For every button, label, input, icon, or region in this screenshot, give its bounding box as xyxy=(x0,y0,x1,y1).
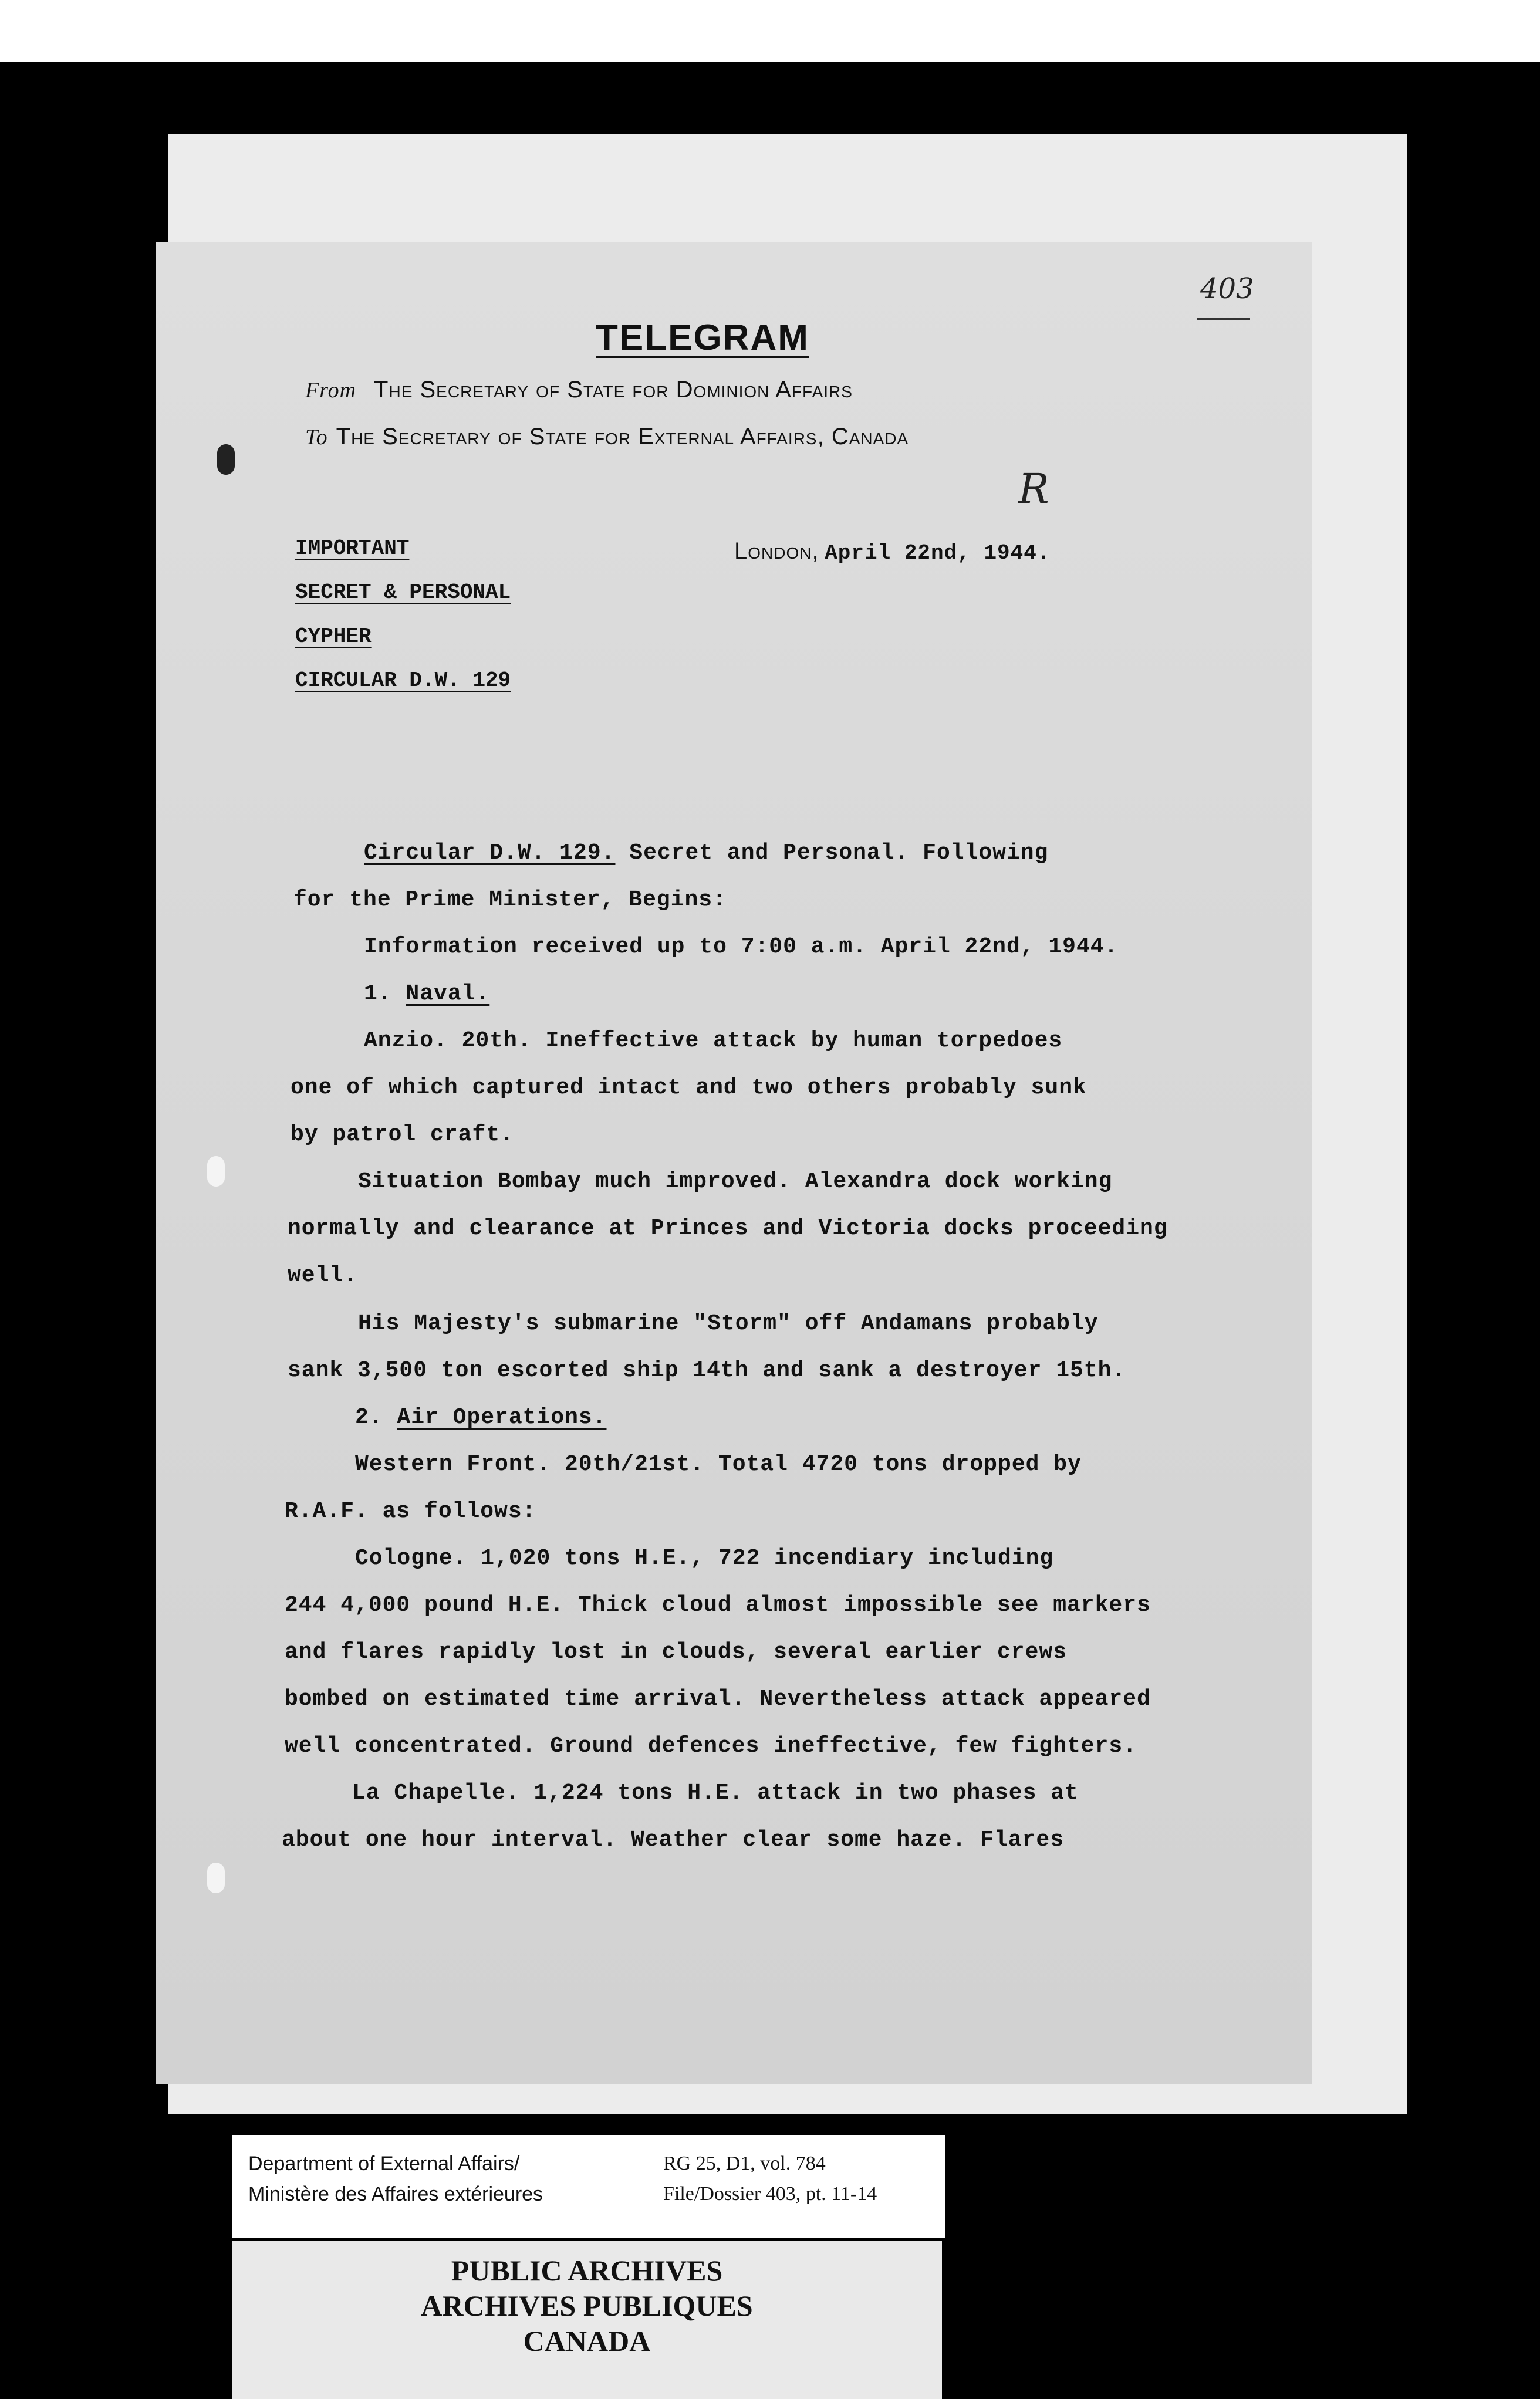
handwritten-file-number: 403 xyxy=(1200,272,1254,305)
section-heading-naval xyxy=(364,981,489,1006)
place-date xyxy=(734,538,1050,565)
body-line: His Majesty's submarine "Storm" off Andamans probably xyxy=(358,1311,1099,1336)
place: London, xyxy=(734,538,819,564)
department-french: Ministère des Affaires extérieures xyxy=(248,2183,543,2205)
section-number: 2. xyxy=(355,1405,397,1430)
scan-top-margin xyxy=(0,0,1540,62)
file-reference: File/Dossier 403, pt. 11-14 xyxy=(663,2183,877,2205)
archive-reference-label xyxy=(232,2135,945,2238)
stamp-line-3: CANADA xyxy=(523,2324,651,2357)
body-line: and flares rapidly lost in clouds, several earlier crews xyxy=(285,1640,1068,1665)
telegram-page xyxy=(156,242,1312,2084)
marking-circular: CIRCULAR D.W. 129 xyxy=(295,668,511,692)
to-text: The Secretary of State for External Affairs, Canada xyxy=(336,424,909,450)
body-line: normally and clearance at Princes and Victoria docks proceeding xyxy=(288,1216,1168,1241)
handwritten-initial: R xyxy=(1018,465,1049,513)
marking-secret: SECRET & PERSONAL xyxy=(295,580,511,604)
circular-ref: Circular D.W. 129. xyxy=(364,840,616,866)
marking-cypher: CYPHER xyxy=(295,624,372,648)
body-line: bombed on estimated time arrival. Nevertheless attack appeared xyxy=(285,1687,1151,1712)
body-line: about one hour interval. Weather clear some haze. Flares xyxy=(282,1827,1065,1853)
department-english: Department of External Affairs/ xyxy=(248,2153,520,2175)
body-line xyxy=(364,840,1048,866)
stamp-line-1: PUBLIC ARCHIVES xyxy=(451,2254,723,2287)
section-heading-air xyxy=(355,1405,606,1430)
body-line: Anzio. 20th. Ineffective attack by human torpedoes xyxy=(364,1028,1063,1053)
punch-hole xyxy=(207,1863,225,1893)
from-line xyxy=(305,377,853,403)
section-title: Air Operations. xyxy=(397,1405,607,1430)
body-text: Secret and Personal. Following xyxy=(615,840,1049,866)
body-line: one of which captured intact and two others probably sunk xyxy=(291,1075,1087,1100)
from-text: The Secretary of State for Dominion Affairs xyxy=(374,377,853,403)
section-number: 1. xyxy=(364,981,406,1006)
to-label: To xyxy=(305,425,328,450)
stamp-line-2: ARCHIVES PUBLIQUES xyxy=(421,2289,753,2322)
handwritten-underline xyxy=(1197,318,1250,320)
to-line xyxy=(305,424,909,450)
body-line: Situation Bombay much improved. Alexandra dock working xyxy=(358,1169,1113,1194)
punch-hole xyxy=(207,1156,225,1187)
body-line: for the Prime Minister, Begins: xyxy=(293,887,727,913)
section-title: Naval. xyxy=(406,981,490,1006)
body-line: well concentrated. Ground defences ineffective, few fighters. xyxy=(285,1734,1137,1759)
body-line: R.A.F. as follows: xyxy=(285,1499,536,1524)
body-line: Information received up to 7:00 a.m. April 22nd, 1944. xyxy=(364,934,1119,959)
body-line: by patrol craft. xyxy=(291,1122,514,1147)
telegram-title: TELEGRAM xyxy=(596,317,809,358)
body-line: Cologne. 1,020 tons H.E., 722 incendiary including xyxy=(355,1546,1054,1571)
record-group: RG 25, D1, vol. 784 xyxy=(663,2153,826,2174)
punch-hole xyxy=(217,444,235,475)
from-label: From xyxy=(305,378,357,403)
body-line: La Chapelle. 1,224 tons H.E. attack in two phases at xyxy=(352,1780,1079,1806)
body-line: Western Front. 20th/21st. Total 4720 tons dropped by xyxy=(355,1452,1082,1477)
body-line: 244 4,000 pound H.E. Thick cloud almost impossible see markers xyxy=(285,1593,1151,1618)
body-line: sank 3,500 ton escorted ship 14th and sank a destroyer 15th. xyxy=(288,1358,1126,1383)
date: April 22nd, 1944. xyxy=(825,541,1051,565)
body-line: well. xyxy=(288,1263,358,1288)
marking-important: IMPORTANT xyxy=(295,536,410,560)
